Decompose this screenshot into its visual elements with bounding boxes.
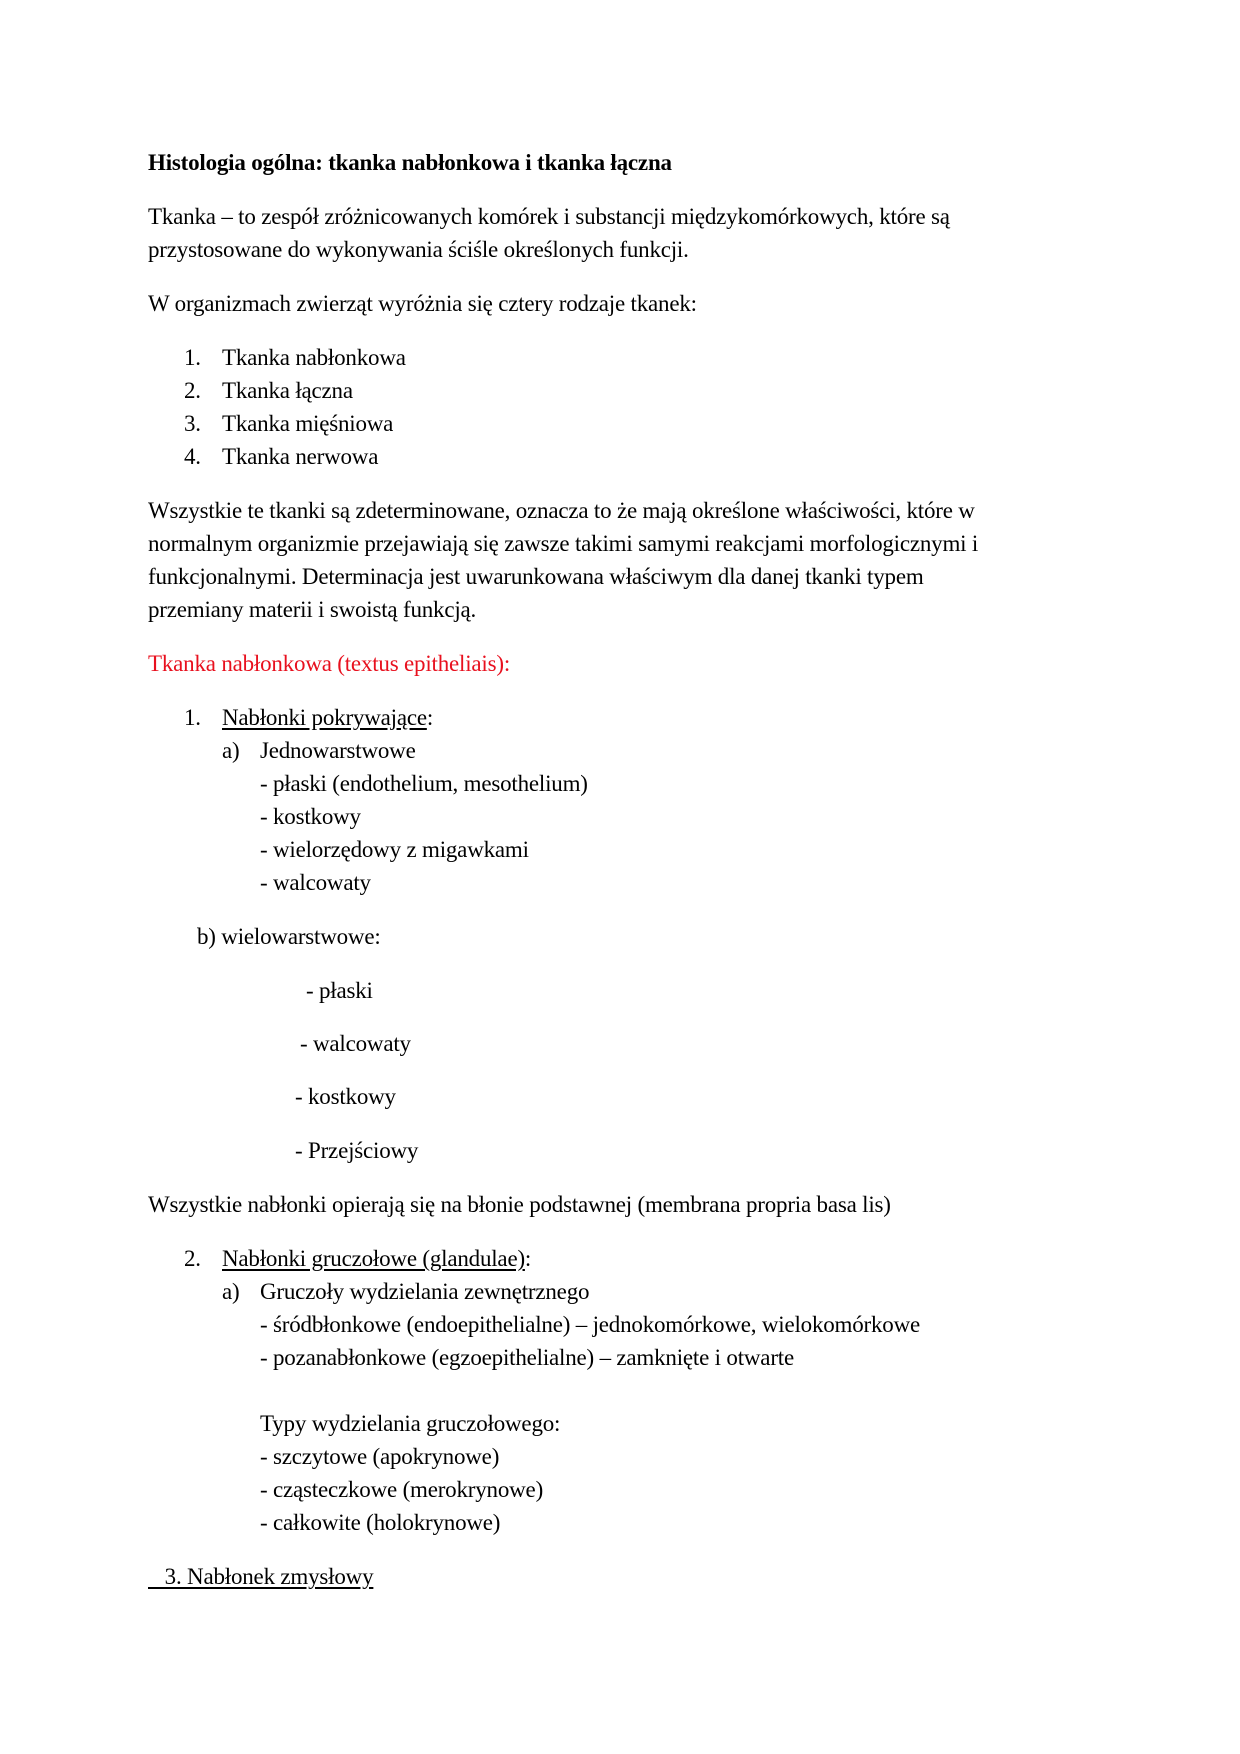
list-item: 1. Tkanka nabłonkowa [184, 345, 406, 370]
list-item: 4. Tkanka nerwowa [184, 444, 379, 469]
multi-layer-heading: b) wielowarstwowe: [197, 924, 381, 949]
list-item: - kostkowy [295, 1084, 396, 1109]
intro-text: W organizmach zwierząt wyróżnia się cztery rodzaje tkanek: [148, 291, 697, 316]
list-item: - wielorzędowy z migawkami [260, 837, 529, 862]
list-item: - walcowaty [300, 1031, 411, 1056]
exocrine-glands-heading: a) Gruczoły wydzielania zewnętrznego [222, 1279, 590, 1304]
list-item: 3. Tkanka mięśniowa [184, 411, 394, 436]
list-item: - śródbłonkowe (endoepithelialne) – jednokomórkowe, wielokomórkowe [260, 1312, 921, 1337]
single-layer-heading: a) Jednowarstwowe [222, 738, 416, 763]
determination-line-1: Wszystkie te tkanki są zdeterminowane, oznacza to że mają określone właściwości, które w [148, 498, 975, 523]
list-item: - szczytowe (apokrynowe) [260, 1444, 500, 1469]
list-item: - pozanabłonkowe (egzoepithelialne) – zamknięte i otwarte [260, 1345, 794, 1370]
secretion-types-heading: Typy wydzielania gruczołowego: [260, 1411, 561, 1436]
list-item: 2. Tkanka łączna [184, 378, 353, 403]
definition-line-2: przystosowane do wykonywania ściśle określonych funkcji. [148, 237, 689, 262]
list-item: - płaski [306, 978, 373, 1003]
list-item: - cząsteczkowe (merokrynowe) [260, 1477, 544, 1502]
list-item: - walcowaty [260, 870, 371, 895]
list-item: - całkowite (holokrynowe) [260, 1510, 501, 1535]
basement-membrane-note: Wszystkie nabłonki opierają się na błonie podstawnej (membrana propria basa lis) [148, 1192, 891, 1217]
list-item: - płaski (endothelium, mesothelium) [260, 771, 588, 796]
epithelial-section-heading: Tkanka nabłonkowa (textus epitheliais): [148, 651, 511, 676]
definition-line-1: Tkanka – to zespół zróżnicowanych komórek i substancji międzykomórkowych, które są [148, 204, 950, 229]
determination-line-2: normalnym organizmie przejawiają się zawsze takimi samymi reakcjami morfologicznymi i [148, 531, 979, 556]
glandular-epithelia-heading: 2. Nabłonki gruczołowe (glandulae): [184, 1246, 532, 1271]
covering-epithelia-heading: 1. Nabłonki pokrywające: [184, 705, 434, 730]
determination-line-3: funkcjonalnymi. Determinacja jest uwarunkowana właściwym dla danej tkanki typem [148, 564, 924, 589]
sensory-epithelium-heading: 3. Nabłonek zmysłowy [148, 1564, 374, 1589]
determination-line-4: przemiany materii i swoistą funkcją. [148, 597, 477, 622]
page-title: Histologia ogólna: tkanka nabłonkowa i tkanka łączna [148, 150, 672, 175]
list-item: - kostkowy [260, 804, 361, 829]
list-item: - Przejściowy [295, 1138, 419, 1163]
